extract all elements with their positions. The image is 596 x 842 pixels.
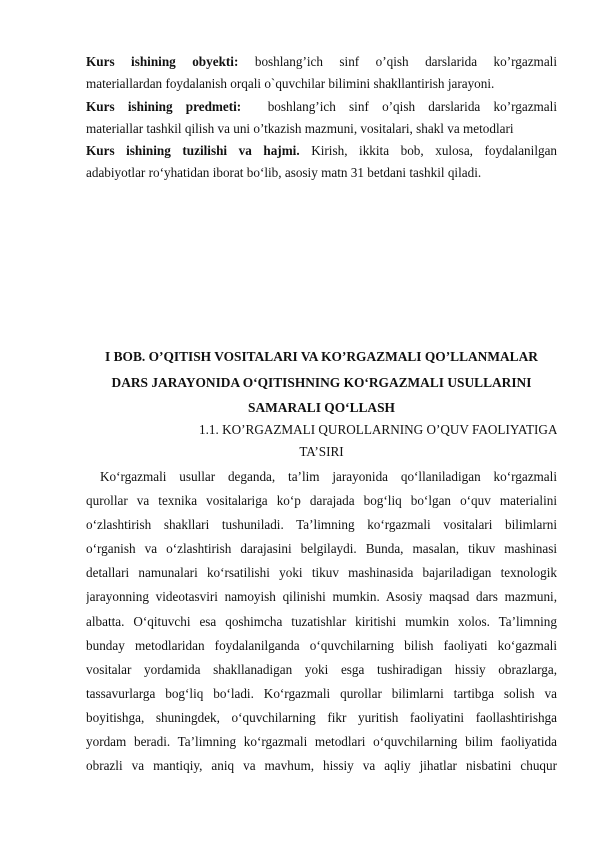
body-line: albatta. O‘qituvchi esa qoshimcha tuzatishlar kiritishi mumkin xolos. Ta’limning (86, 613, 557, 629)
body-line: tassavurlarga bog‘liq bo‘ladi. Ko‘rgazmali qurollar bilimlarni tartibga solish va (86, 685, 557, 701)
body-line: obrazli va mantiqiy, aniq va mavhum, hissiy va aqliy jihatlar nisbatini chuqur (86, 758, 557, 774)
body-line: yordam beradi. Ta’limning ko‘rgazmali metodlari o‘quvchilarning bilim faoliyatida (86, 734, 557, 750)
tuzilish-text-2: adabiyotlar ro‘yhatidan iborat bo‘lib, asosiy matn 31 betdani tashkil qiladi. (86, 165, 482, 181)
tuzilish-label: Kurs ishining tuzilishi va hajmi. (86, 143, 300, 159)
tuzilish-text-1: Kirish, ikkita bob, xulosa, foydalanilgan (311, 143, 557, 159)
body-line: bunday metodlaridan foydalanilganda o‘quvchilarning bilish faoliyati ko‘gazmali (86, 637, 557, 653)
body-line: o‘zlashtirish shakllari tushuniladi. Ta’limning ko‘rgazmali vositalari bilimlarni (86, 517, 557, 533)
chapter-title-line-3: SAMARALI QO‘LLASH (248, 400, 395, 415)
body-line: Ko‘rgazmali usullar deganda, ta’lim jarayonida qo‘llaniladigan ko‘rgazmali (100, 469, 557, 484)
tuzilish-line-1 (86, 140, 557, 162)
section-heading (86, 419, 557, 463)
body-line: boyitishga, shuningdek, o‘quvchilarning fikr yuritish faoliyatini faollashtirishga (86, 709, 557, 725)
body-line: qurollar va texnika vositalariga ko‘p darajada bog‘liq bo‘lgan o‘quv materialini (86, 493, 557, 509)
intro-section (86, 51, 557, 185)
predmet-label: Kurs ishining predmeti: (86, 98, 242, 114)
obyekt-label: Kurs ishining obyekti: (86, 54, 239, 69)
chapter-title-line-1: I BOB. O’QITISH VOSITALARI VA KO’RGAZMALI QO’LLANMALAR (105, 349, 538, 364)
body-paragraph (86, 465, 557, 778)
predmet-text-2: materiallar tashkil qilish va uni o’tkazish mazmuni, vositalari, shakl va metodlari (86, 120, 514, 136)
obyekt-text-1: boshlang’ich sinf o’qish darslarida ko’rgazmali (254, 54, 557, 69)
predmet-text-1: boshlang’ich sinf o’qish darslarida ko’rgazmali (267, 98, 557, 114)
body-line: o‘rganish va o‘zlashtirish darajasini belgilaydi. Bunda, masalan, tikuv mashinasi (86, 541, 557, 557)
obyekt-text-2: materiallardan foydalanish orqali o`quvchilar bilimini shakllantirish jarayoni. (86, 76, 495, 92)
section-title-line-2: TA’SIRI (299, 444, 344, 459)
body-line: vositalar yordamida shakllanadigan yoki esga tushiradigan hissiy obrazlarga, (86, 661, 557, 677)
chapter-heading (86, 344, 557, 421)
section-title-line-1: 1.1. KO’RGAZMALI QUROLLARNING O’QUV FAOLIYATIGA (199, 422, 557, 437)
predmet-line-1 (86, 96, 557, 118)
obyekt-line-1 (86, 51, 557, 73)
body-line: jarayonning videotasviri namoyish qilinishi mumkin. Asosiy maqsad dars mazmuni, (86, 589, 557, 605)
chapter-title-line-2: DARS JARAYONIDA O‘QITISHNING KO‘RGAZMALI USULLARINI (111, 374, 532, 390)
body-line: detallari namunalari ko‘rsatilishi yoki tikuv mashinasida bajariladigan texnologik (86, 565, 557, 581)
